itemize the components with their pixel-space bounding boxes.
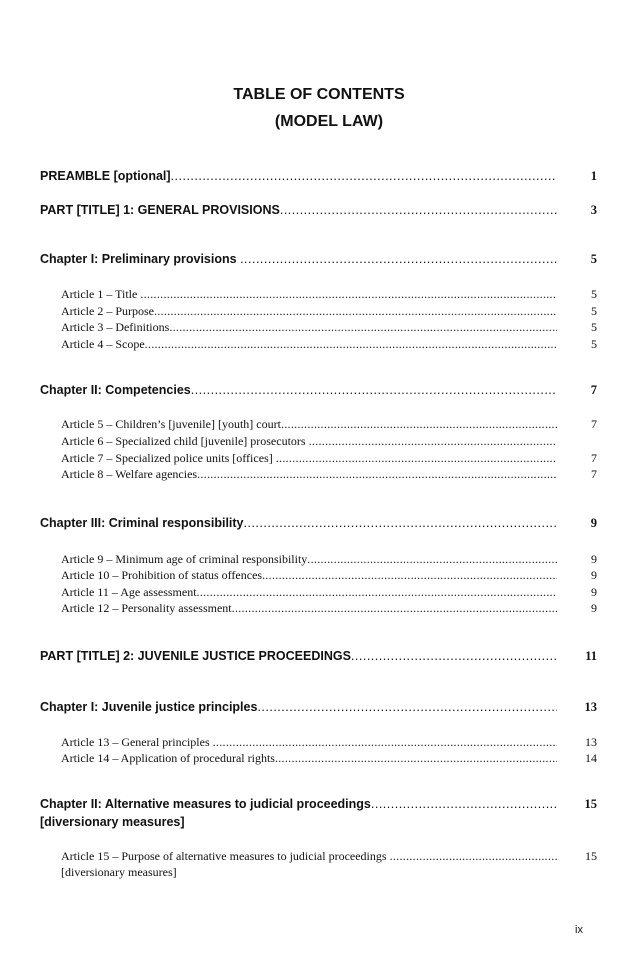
toc-entry-title: Article 5 – Children’s [juvenile] [youth] court ..... — [61, 416, 557, 432]
toc-entry-title: Article 14 – Application of procedural rights ..... — [61, 750, 557, 766]
toc-entry-title: PREAMBLE [optional] ..... — [40, 167, 557, 185]
toc-entry-page: 1 — [590, 169, 597, 183]
toc-entry-page: 7 — [591, 417, 597, 431]
toc-entry-title: Article 2 – Purpose ..... — [61, 303, 557, 319]
toc-entry-title: Article 12 – Personality assessment ..... — [61, 600, 557, 616]
toc-entry-title: Article 8 – Welfare agencies ..... — [61, 466, 557, 482]
toc-entry-page: 5 — [591, 304, 597, 318]
toc-title: TABLE OF CONTENTS — [233, 86, 405, 103]
toc-entry-title: Article 1 – Title ..... — [61, 286, 557, 302]
toc-entry-title: Chapter I: Preliminary provisions ..... — [40, 250, 557, 268]
toc-entry-title: Chapter I: Juvenile justice principles ..... — [40, 698, 557, 716]
toc-entry-page: 9 — [591, 601, 597, 615]
toc-entry-page: 9 — [591, 552, 597, 566]
toc-entry-page: 5 — [591, 320, 597, 334]
toc-entry-title: Chapter II: Alternative measures to judicial proceedings ..... — [40, 795, 557, 813]
toc-entry-title: Chapter II: Competencies ..... — [40, 381, 557, 399]
toc-entry-page: 5 — [591, 337, 597, 351]
toc-entry-title: Article 4 – Scope ..... — [61, 336, 557, 352]
toc-entry-title-continued: [diversionary measures] — [40, 815, 185, 829]
toc-entry-page: 9 — [590, 516, 597, 530]
toc-entry-title: Article 7 – Specialized police units [offices] ..... — [61, 450, 557, 466]
toc-entry-page: 5 — [590, 252, 597, 266]
toc-entry-page: 7 — [591, 451, 597, 465]
toc-entry-page: 15 — [585, 849, 597, 863]
page-number: ix — [575, 924, 583, 936]
toc-entry-page: 7 — [591, 467, 597, 481]
toc-entry-title: Article 3 – Definitions ..... — [61, 319, 557, 335]
toc-entry-page: 3 — [590, 203, 597, 217]
toc-entry-title: Article 11 – Age assessment ..... — [61, 584, 557, 600]
toc-entry-title: PART [TITLE] 1: GENERAL PROVISIONS ..... — [40, 201, 557, 219]
toc-entry-title: Article 15 – Purpose of alternative measures to judicial proceedings ..... — [61, 848, 557, 864]
toc-entry-title-continued: [diversionary measures] — [61, 865, 177, 879]
toc-entry-title: Article 9 – Minimum age of criminal responsibility ..... — [61, 551, 557, 567]
toc-entry-title: Chapter III: Criminal responsibility ..... — [40, 514, 557, 532]
toc-entry-page: 15 — [584, 797, 597, 811]
toc-entry-title: Article 10 – Prohibition of status offences ..... — [61, 567, 557, 583]
toc-entry-title: Article 6 – Specialized child [juvenile] prosecutors ..... — [61, 433, 557, 449]
toc-entry-page: 9 — [591, 585, 597, 599]
toc-entry-page: 13 — [585, 735, 597, 749]
toc-entry-page: 7 — [590, 383, 597, 397]
toc-entry-page: 11 — [585, 649, 597, 663]
toc-entry-title: Article 13 – General principles ..... — [61, 734, 557, 750]
toc-subtitle: (MODEL LAW) — [274, 113, 384, 130]
toc-entry-page: 5 — [591, 287, 597, 301]
toc-entry-page: 14 — [585, 751, 597, 765]
toc-entry-page: 9 — [591, 568, 597, 582]
toc-entry-title: PART [TITLE] 2: JUVENILE JUSTICE PROCEEDINGS ..... — [40, 647, 557, 665]
toc-entry-page: 13 — [584, 700, 597, 714]
